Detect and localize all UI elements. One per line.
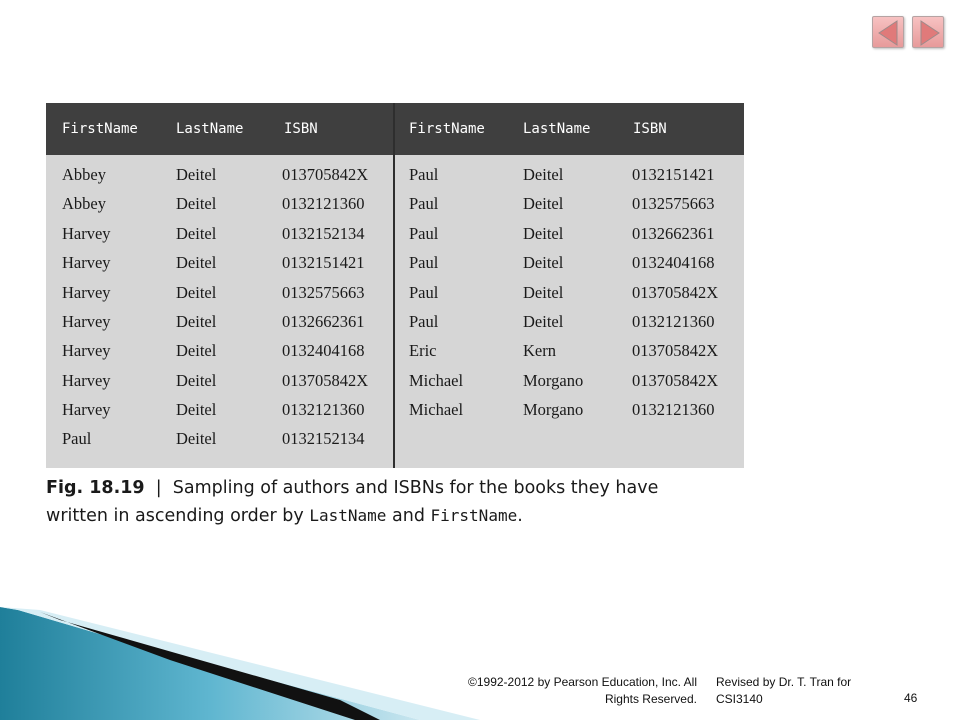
table-cell: Abbey bbox=[62, 165, 106, 184]
revision-line: Revised by Dr. T. Tran for bbox=[716, 675, 852, 689]
table-cell: 013705842X bbox=[632, 371, 719, 390]
caption-text: . bbox=[517, 506, 523, 526]
table-cell: 0132404168 bbox=[282, 341, 365, 360]
table-cell: Michael bbox=[409, 400, 464, 419]
table-cell: 0132151421 bbox=[282, 253, 365, 272]
next-slide-button[interactable] bbox=[912, 16, 944, 48]
table-cell: 0132404168 bbox=[632, 253, 715, 272]
table-cell: 0132662361 bbox=[282, 312, 365, 331]
header-isbn-left: ISBN bbox=[284, 121, 318, 137]
table-cell: Morgano bbox=[523, 400, 584, 419]
table-cell: Paul bbox=[409, 253, 439, 272]
table-cell: Deitel bbox=[176, 341, 217, 360]
table-cell: Eric bbox=[409, 341, 437, 360]
table-cell: 0132121360 bbox=[282, 194, 365, 213]
table-cell: 0132575663 bbox=[282, 283, 365, 302]
table-cell: Paul bbox=[409, 165, 439, 184]
column-divider bbox=[393, 103, 395, 468]
caption-text: and bbox=[392, 506, 425, 526]
header-firstname-right: FirstName bbox=[409, 121, 485, 137]
table-cell: Paul bbox=[409, 224, 439, 243]
table-cell: 0132152134 bbox=[282, 429, 365, 448]
caption-separator: | bbox=[155, 478, 162, 498]
table-cell: Paul bbox=[409, 312, 439, 331]
previous-slide-button[interactable] bbox=[872, 16, 904, 48]
table-cell: Harvey bbox=[62, 371, 111, 390]
table-cell: Paul bbox=[409, 194, 439, 213]
table-cell: Harvey bbox=[62, 312, 111, 331]
authors-isbn-table bbox=[46, 103, 744, 468]
table-cell: 0132151421 bbox=[632, 165, 715, 184]
table-cell: Deitel bbox=[523, 283, 564, 302]
table-cell: Deitel bbox=[176, 253, 217, 272]
table-cell: Deitel bbox=[523, 224, 564, 243]
table-cell: 013705842X bbox=[282, 371, 369, 390]
copyright-line: Rights Reserved. bbox=[604, 692, 697, 706]
revision-note bbox=[716, 674, 896, 708]
table-cell: Deitel bbox=[523, 165, 564, 184]
table-cell: 013705842X bbox=[632, 341, 719, 360]
copyright-line: ©1992-2012 by Pearson Education, Inc. All bbox=[468, 675, 697, 689]
triangle-right-icon bbox=[913, 17, 945, 49]
triangle-left-icon bbox=[873, 17, 905, 49]
table-cell: Deitel bbox=[523, 194, 564, 213]
header-lastname-right: LastName bbox=[523, 121, 591, 137]
table-cell: Harvey bbox=[62, 341, 111, 360]
figure-caption bbox=[46, 474, 686, 530]
table-cell: Abbey bbox=[62, 194, 106, 213]
table-cell: Deitel bbox=[176, 400, 217, 419]
table-cell: Paul bbox=[409, 283, 439, 302]
table-cell: Harvey bbox=[62, 253, 111, 272]
header-isbn-right: ISBN bbox=[633, 121, 667, 137]
table-cell: Deitel bbox=[176, 312, 217, 331]
table-cell: 0132121360 bbox=[632, 400, 715, 419]
copyright-notice bbox=[405, 674, 697, 708]
table-cell: Deitel bbox=[176, 371, 217, 390]
table-cell: 0132662361 bbox=[632, 224, 715, 243]
caption-code-lastname: LastName bbox=[309, 506, 387, 525]
table-cell: 013705842X bbox=[282, 165, 369, 184]
header-lastname-left: LastName bbox=[176, 121, 244, 137]
caption-code-firstname: FirstName bbox=[430, 506, 518, 525]
page-number: 46 bbox=[904, 691, 918, 705]
table-cell: Deitel bbox=[176, 429, 217, 448]
figure-label: Fig. 18.19 bbox=[46, 478, 145, 498]
table-cell: Deitel bbox=[523, 253, 564, 272]
table-cell: Deitel bbox=[176, 224, 217, 243]
table-cell: 0132152134 bbox=[282, 224, 365, 243]
table-cell: Deitel bbox=[176, 194, 217, 213]
table-cell: Michael bbox=[409, 371, 464, 390]
table-cell: Morgano bbox=[523, 371, 584, 390]
header-firstname-left: FirstName bbox=[62, 121, 138, 137]
table-cell: 0132575663 bbox=[632, 194, 715, 213]
table-header-row bbox=[46, 103, 744, 155]
table-cell: Harvey bbox=[62, 283, 111, 302]
table-cell: Harvey bbox=[62, 400, 111, 419]
table-cell: 0132121360 bbox=[282, 400, 365, 419]
table-cell: 013705842X bbox=[632, 283, 719, 302]
table-cell: Kern bbox=[523, 341, 556, 360]
table-cell: Deitel bbox=[176, 165, 217, 184]
table-cell: 0132121360 bbox=[632, 312, 715, 331]
table-cell: Deitel bbox=[176, 283, 217, 302]
table-cell: Deitel bbox=[523, 312, 564, 331]
table-cell: Harvey bbox=[62, 224, 111, 243]
table-cell: Paul bbox=[62, 429, 92, 448]
caption-text: Sampling of authors and ISBNs for the books they have written in ascending order by bbox=[46, 478, 659, 526]
revision-line: CSI3140 bbox=[716, 692, 763, 706]
